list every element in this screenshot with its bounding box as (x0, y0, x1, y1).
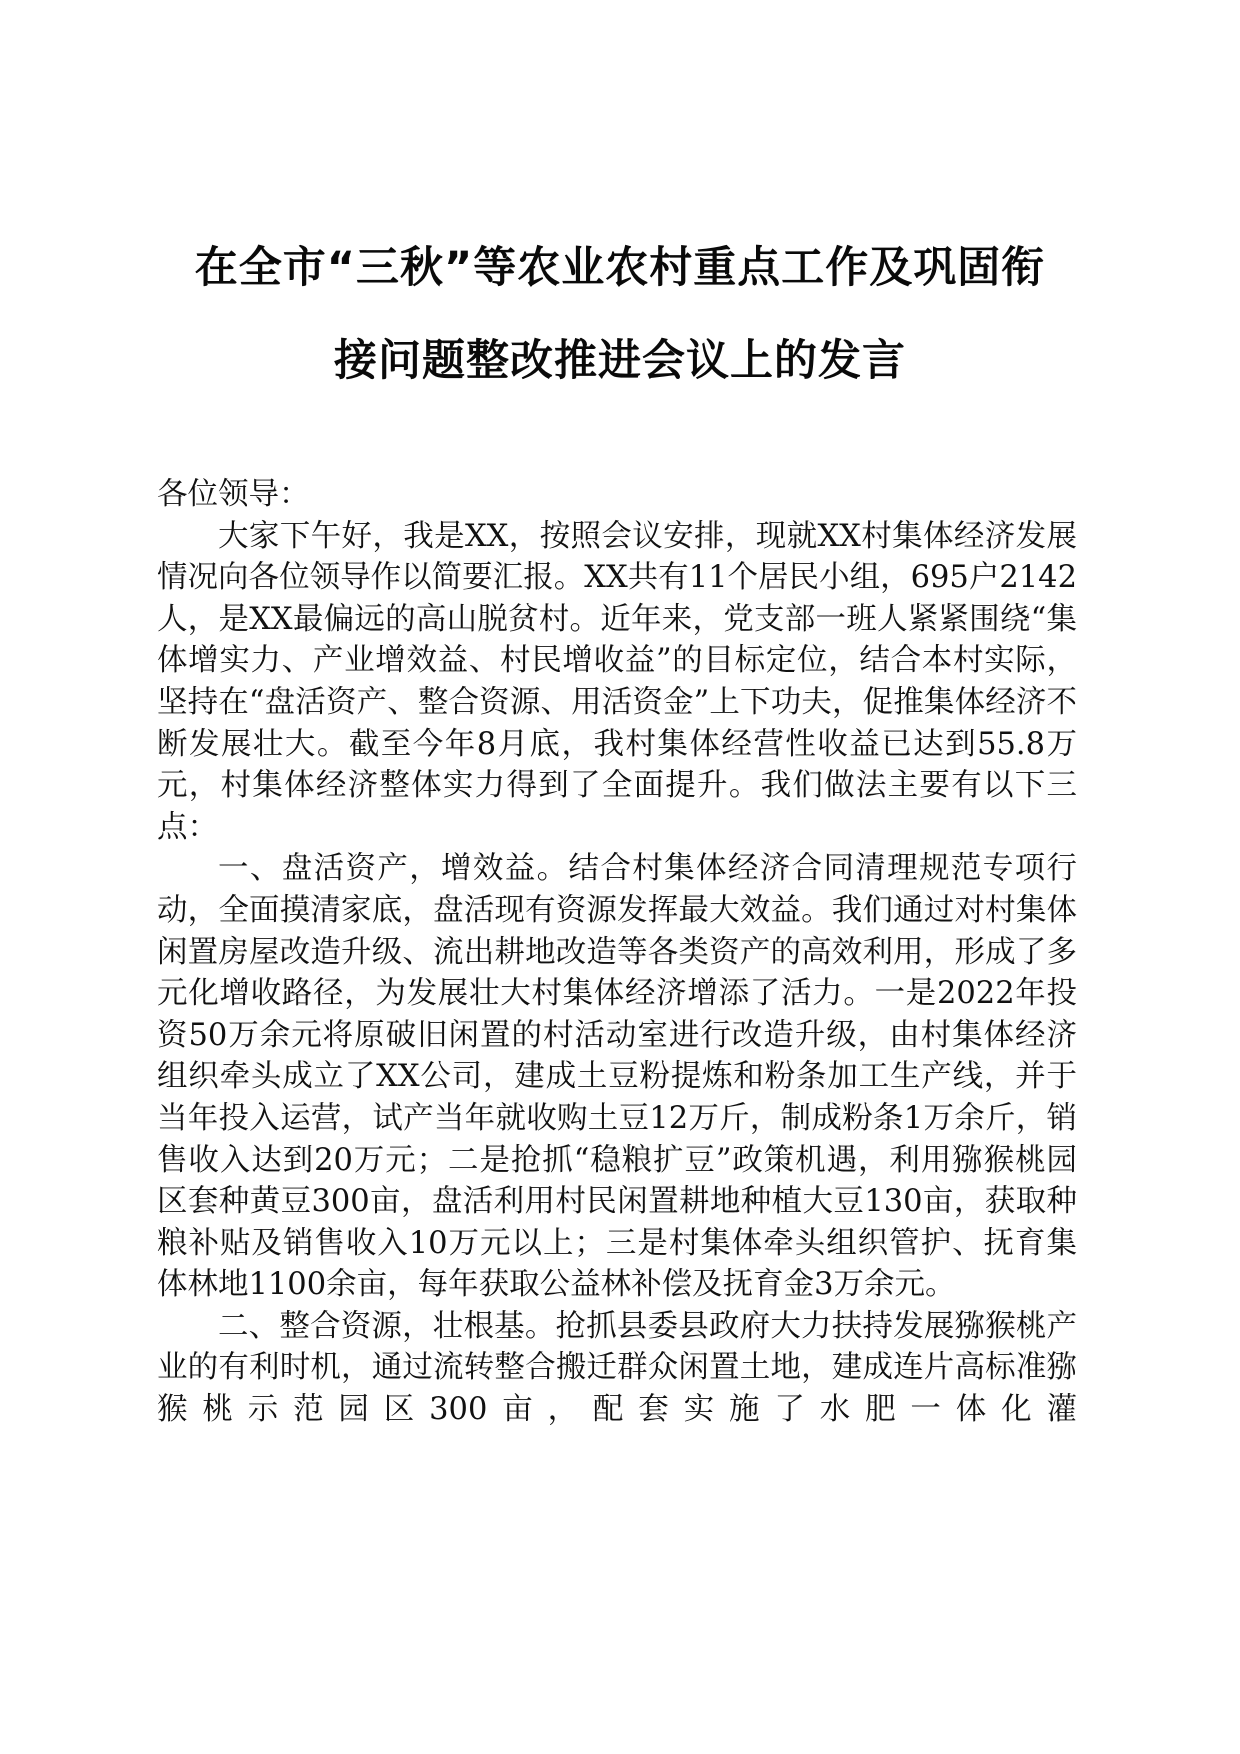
paragraph-section-1: 一、盘活资产，增效益。结合村集体经济合同清理规范专项行动，全面摸清家底，盘活现有资源发挥最大效益。我们通过对村集体闲置房屋改造升级、流出耕地改造等各类资产的高效利用，形成了多元化增收路径，为发展壮大村集体经济增添了活力。一是2022年投资50万余元将原破旧闲置的村活动室进行改造升级，由村集体经济组织牵头成立了XX公司，建成土豆粉提炼和粉条加工生产线，并于当年投入运营，试产当年就收购土豆12万斤，制成粉条1万余斤，销售收入达到20万元；二是抢抓“稳粮扩豆”政策机遇，利用猕猴桃园区套种黄豆300亩，盘活利用村民闲置耕地种植大豆130亩，获取种粮补贴及销售收入10万元以上；三是村集体牵头组织管护、抚育集体林地1100余亩，每年获取公益林补偿及抚育金3万余元。 (157, 851, 1077, 1303)
paragraph-intro: 大家下午好，我是XX，按照会议安排，现就XX村集体经济发展情况向各位领导作以简要汇报。XX共有11个居民小组，695户2142人，是XX最偏远的高山脱贫村。近年来，党支部一班人紧紧围绕“集体增实力、产业增效益、村民增收益”的目标定位，结合本村实际，坚持在“盘活资产、整合资源、用活资金”上下功夫，促推集体经济不断发展壮大。截至今年8月底，我村集体经营性收益已达到55.8万元，村集体经济整体实力得到了全面提升。我们做法主要有以下三点： (157, 518, 1077, 845)
document-title (140, 222, 1100, 408)
document-body (157, 474, 1077, 1431)
paragraph-section-2: 二、整合资源，壮根基。抢抓县委县政府大力扶持发展猕猴桃产业的有利时机，通过流转整合搬迁群众闲置土地，建成连片高标准猕猴桃示范园区300亩，配套实施了水肥一体化灌 (157, 1308, 1077, 1428)
salutation: 各位领导： (157, 477, 310, 512)
title-line-2: 接问题整改推进会议上的发言 (334, 336, 906, 386)
title-line-1: 在全市“三秋”等农业农村重点工作及巩固衔 (194, 243, 1046, 293)
